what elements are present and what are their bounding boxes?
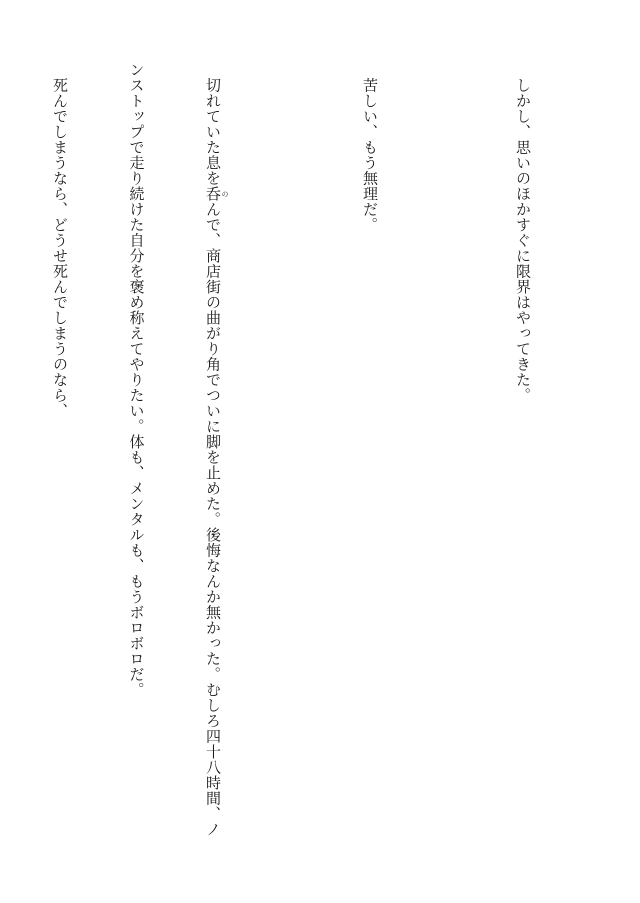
ruby-nomu: 呑 の xyxy=(204,186,229,202)
blank-line xyxy=(433,62,459,842)
text-line: しかし、思いのほかすぐに限界はやってきた。 xyxy=(514,62,532,403)
text-line-with-ruby: 切れていた息を呑 のんで、商店街の曲がり角でついに脚を止めた。後悔なんか無かった。むしろ四十八時間、ノ xyxy=(204,62,229,837)
text-line: ンストップで走り続けた自分を褒め称えてやりたい。体も、メンタルも、もうボロボロだ。 xyxy=(127,62,146,698)
text-line: 苦しい、もう無理だ。 xyxy=(361,62,379,233)
vertical-text-body xyxy=(0,62,586,842)
text-line: 死んでしまうなら、どうせ死んでしまうのなら、 xyxy=(51,62,69,419)
blank-line xyxy=(280,62,306,842)
